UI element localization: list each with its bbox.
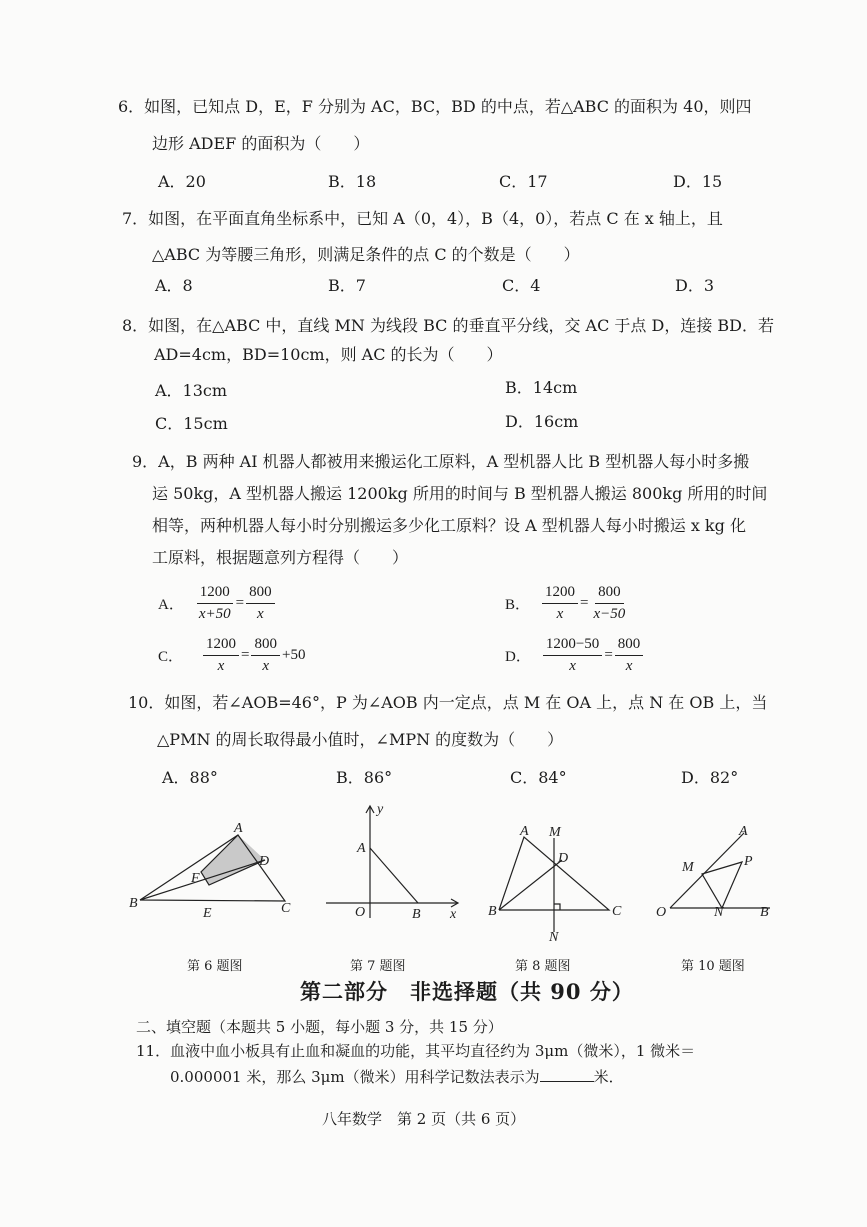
- fraction-left: [542, 584, 578, 623]
- label-x: x: [450, 907, 457, 922]
- q9-option-a: [158, 584, 277, 623]
- equals-sign: =: [580, 595, 589, 611]
- q11-line1: 11．血液中血小板具有止血和凝血的功能，其平均直径约为 3μm（微米），1 微米＝: [136, 1042, 696, 1060]
- figure-8-caption: 第 8 题图: [515, 959, 571, 974]
- q10-option-a: A．88°: [162, 768, 218, 787]
- fraction-left: [543, 636, 602, 675]
- figure-7-caption: 第 7 题图: [350, 959, 406, 974]
- fraction-left: [196, 584, 234, 623]
- q6-line1: 6．如图，已知点 D，E，F 分别为 AC，BC，BD 的中点，若△ABC 的面积为 40，则四: [118, 97, 752, 116]
- option-letter: C．: [158, 649, 184, 665]
- q9-option-c: [158, 636, 305, 675]
- figure-10-diagram: [650, 815, 780, 925]
- label-a: A: [520, 824, 529, 839]
- q7-option-c: C．4: [502, 276, 541, 295]
- equals-sign: =: [604, 647, 613, 663]
- q10-option-c: C．84°: [510, 768, 567, 787]
- label-m: M: [549, 825, 561, 840]
- q7-option-a: A．8: [155, 276, 193, 295]
- numerator: 800: [615, 636, 644, 656]
- segment-bd: [499, 860, 562, 910]
- numerator: 800: [251, 636, 280, 656]
- label-b: B: [488, 904, 497, 919]
- option-letter: A．: [158, 597, 184, 613]
- label-a: A: [739, 824, 748, 839]
- q7-option-b: B．7: [328, 276, 366, 295]
- fraction-right: [251, 636, 280, 675]
- numerator: 800: [246, 584, 275, 604]
- q9-option-b: [505, 584, 630, 623]
- numerator: 1200: [203, 636, 239, 656]
- part-two-title: 第二部分 非选择题（共 90 分）: [300, 979, 634, 1004]
- figure-10-caption: 第 10 题图: [681, 959, 745, 974]
- q11-line2: [170, 1067, 624, 1087]
- q8-line2: AD=4cm，BD=10cm，则 AC 的长为（ ）: [154, 345, 503, 364]
- denominator: x: [556, 606, 564, 622]
- equals-sign: =: [235, 595, 245, 611]
- right-angle-mark: [554, 904, 560, 910]
- figure-6-diagram: [125, 815, 305, 925]
- label-a: A: [357, 841, 366, 856]
- q10-option-b: B．86°: [336, 768, 393, 787]
- denominator: x: [625, 658, 633, 674]
- q11-line2-unit: 米．: [593, 1068, 624, 1086]
- label-m: M: [682, 860, 694, 875]
- label-b: B: [412, 907, 421, 922]
- q9-line1: 9．A，B 两种 AI 机器人都被用来搬运化工原料，A 型机器人比 B 型机器人每小时多搬: [132, 452, 750, 471]
- numerator: 1200: [542, 584, 578, 604]
- figure-6-caption: 第 6 题图: [187, 959, 243, 974]
- label-f: F: [191, 871, 200, 886]
- option-letter: B．: [505, 597, 531, 613]
- label-p: P: [744, 854, 753, 869]
- q6-option-c: C．17: [499, 172, 548, 191]
- q10-line2: △PMN 的周长取得最小值时，∠MPN 的度数为（ ）: [157, 730, 564, 749]
- denominator: x: [217, 658, 225, 674]
- q9-line3: 相等，两种机器人每小时分别搬运多少化工原料？设 A 型机器人每小时搬运 x kg 化: [152, 516, 746, 535]
- figure-8-diagram: [485, 820, 635, 945]
- segment-ab: [370, 848, 418, 903]
- section-two-heading: 二、填空题（本题共 5 小题，每小题 3 分，共 15 分）: [136, 1018, 503, 1036]
- label-y: y: [377, 802, 384, 817]
- label-d: D: [558, 851, 569, 866]
- numerator: 1200−50: [543, 636, 602, 656]
- q6-option-d: D．15: [673, 172, 723, 191]
- q8-option-c: C．15cm: [155, 414, 228, 433]
- label-n: N: [714, 905, 724, 920]
- numerator: 800: [595, 584, 624, 604]
- figure-7-diagram: [320, 800, 470, 925]
- denominator: x: [262, 658, 270, 674]
- q6-option-a: A．20: [158, 172, 206, 191]
- equals-sign: =: [241, 647, 250, 663]
- denominator: x+50: [198, 606, 231, 622]
- q6-line2: 边形 ADEF 的面积为（ ）: [152, 134, 370, 153]
- label-n: N: [549, 930, 559, 945]
- fraction-right: [246, 584, 275, 623]
- q7-line2: △ABC 为等腰三角形，则满足条件的点 C 的个数是（ ）: [152, 245, 580, 264]
- q8-option-b: B．14cm: [505, 378, 578, 397]
- q9-line2: 运 50kg，A 型机器人搬运 1200kg 所用的时间与 B 型机器人搬运 800kg 所用的时间: [152, 484, 768, 503]
- q8-option-d: D．16cm: [505, 412, 579, 431]
- label-c: C: [281, 901, 291, 916]
- q8-option-a: A．13cm: [155, 381, 228, 400]
- denominator: x: [569, 658, 576, 674]
- q9-line4: 工原料，根据题意列方程得（ ）: [152, 548, 409, 567]
- q7-option-d: D．3: [675, 276, 715, 295]
- page-footer: 八年数学 第 2 页（共 6 页）: [322, 1110, 526, 1128]
- tail-term: +50: [281, 647, 306, 663]
- option-letter: D．: [505, 649, 531, 665]
- q11-line2-text: 0.000001 米，那么 3μm（微米）用科学记数法表示为: [170, 1068, 540, 1086]
- q7-line1: 7．如图，在平面直角坐标系中，已知 A（0，4），B（4，0），若点 C 在 x 轴上，且: [122, 209, 723, 228]
- label-b: B: [129, 896, 138, 911]
- denominator: x: [257, 606, 264, 622]
- q10-line1: 10．如图，若∠AOB=46°，P 为∠AOB 内一定点，点 M 在 OA 上，点 N 在 OB 上，当: [128, 693, 768, 712]
- fraction-right: [590, 584, 628, 623]
- label-c: C: [612, 904, 622, 919]
- q9-option-d: [505, 636, 645, 675]
- segment-bd: [140, 860, 265, 900]
- label-a: A: [234, 821, 243, 836]
- fraction-right: [615, 636, 644, 675]
- label-d: D: [259, 854, 270, 869]
- denominator: x−50: [593, 606, 626, 622]
- label-b: B: [760, 905, 769, 920]
- numerator: 1200: [197, 584, 233, 604]
- q10-option-d: D．82°: [681, 768, 739, 787]
- fraction-left: [203, 636, 239, 675]
- label-o: O: [656, 905, 667, 920]
- label-e: E: [203, 906, 212, 921]
- q8-line1: 8．如图，在△ABC 中，直线 MN 为线段 BC 的垂直平分线，交 AC 于点 D，连接 BD．若: [122, 316, 775, 335]
- q6-option-b: B．18: [328, 172, 377, 191]
- answer-blank[interactable]: [540, 1067, 594, 1082]
- label-o: O: [355, 905, 366, 920]
